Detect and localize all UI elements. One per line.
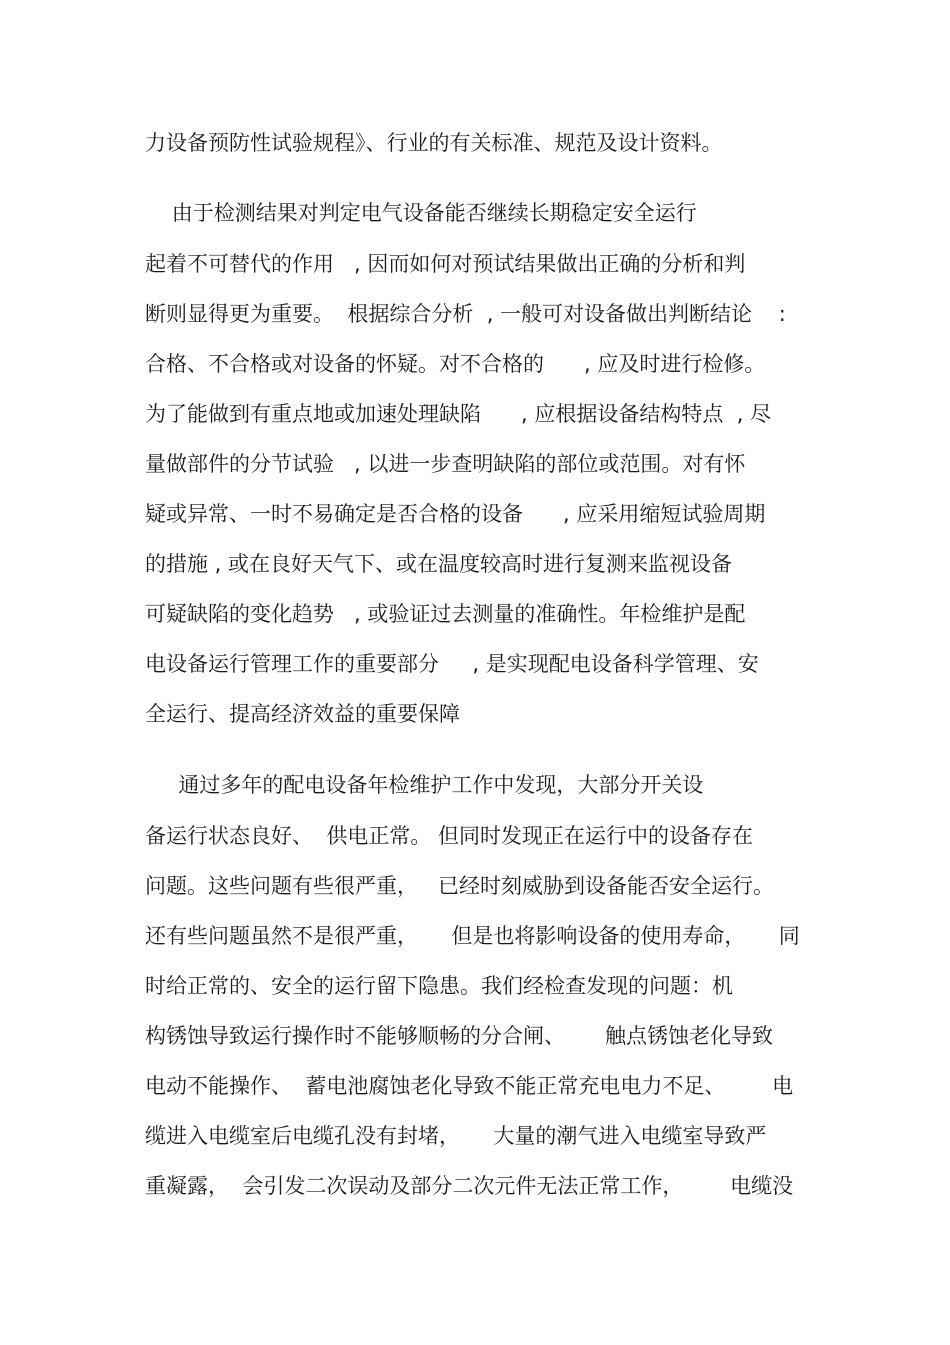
paragraph-line: 重凝露， 会引发二次误动及部分二次元件无法正常工作， 电缆没 [145,1174,794,1198]
paragraph-line: 构锈蚀导致运行操作时不能够顺畅的分合闸、 触点锈蚀老化导致 [145,1024,774,1048]
paragraph-line: 可疑缺陷的变化趋势 , 或验证过去测量的准确性。年检维护是配 [145,602,746,626]
paragraph-line: 问题。这些问题有些很严重， 已经时刻威胁到设备能否安全运行。 [145,874,775,898]
paragraph-line: 为了能做到有重点地或加速处理缺陷 , 应根据设备结构特点 , 尽 [145,402,772,426]
paragraph-line: 力设备预防性试验规程》、行业的有关标准、规范及设计资料。 [145,131,723,155]
paragraph-line: 疑或异常、一时不易确定是否合格的设备 , 应采用缩短试验周期 [145,502,766,526]
paragraph-line: 通过多年的配电设备年检维护工作中发现，大部分开关设 [145,773,704,797]
paragraph-line: 断则显得更为重要。 根据综合分析 , 一般可对设备做出判断结论 : [145,302,786,326]
paragraph-line: 时给正常的、安全的运行留下隐患。我们经检查发现的问题：机 [145,974,733,998]
paragraph-line: 量做部件的分节试验 , 以进一步查明缺陷的部位或范围。对有怀 [145,452,746,476]
paragraph-line: 电动不能操作、 蓄电池腐蚀老化导致不能正常充电电力不足、 电 [145,1074,794,1098]
paragraph-line: 电设备运行管理工作的重要部分 , 是实现配电设备科学管理、安 [145,652,759,676]
paragraph-line: 由于检测结果对判定电气设备能否继续长期稳定安全运行 [145,201,697,225]
paragraph-line: 全运行、提高经济效益的重要保障 [145,702,460,726]
paragraph-line: 备运行状态良好、 供电正常。 但同时发现正在运行中的设备存在 [145,824,754,848]
paragraph-line: 起着不可替代的作用 , 因而如何对预试结果做出正确的分析和判 [145,252,746,276]
paragraph-line: 的措施 , 或在良好天气下、或在温度较高时进行复测来监视设备 [145,552,733,576]
paragraph-line: 合格、不合格或对设备的怀疑。对不合格的 , 应及时进行检修。 [145,352,766,376]
paragraph-line: 还有些问题虽然不是很严重， 但是也将影响设备的使用寿命， 同 [145,924,800,948]
paragraph-line: 缆进入电缆室后电缆孔没有封堵， 大量的潮气进入电缆室导致严 [145,1124,767,1148]
